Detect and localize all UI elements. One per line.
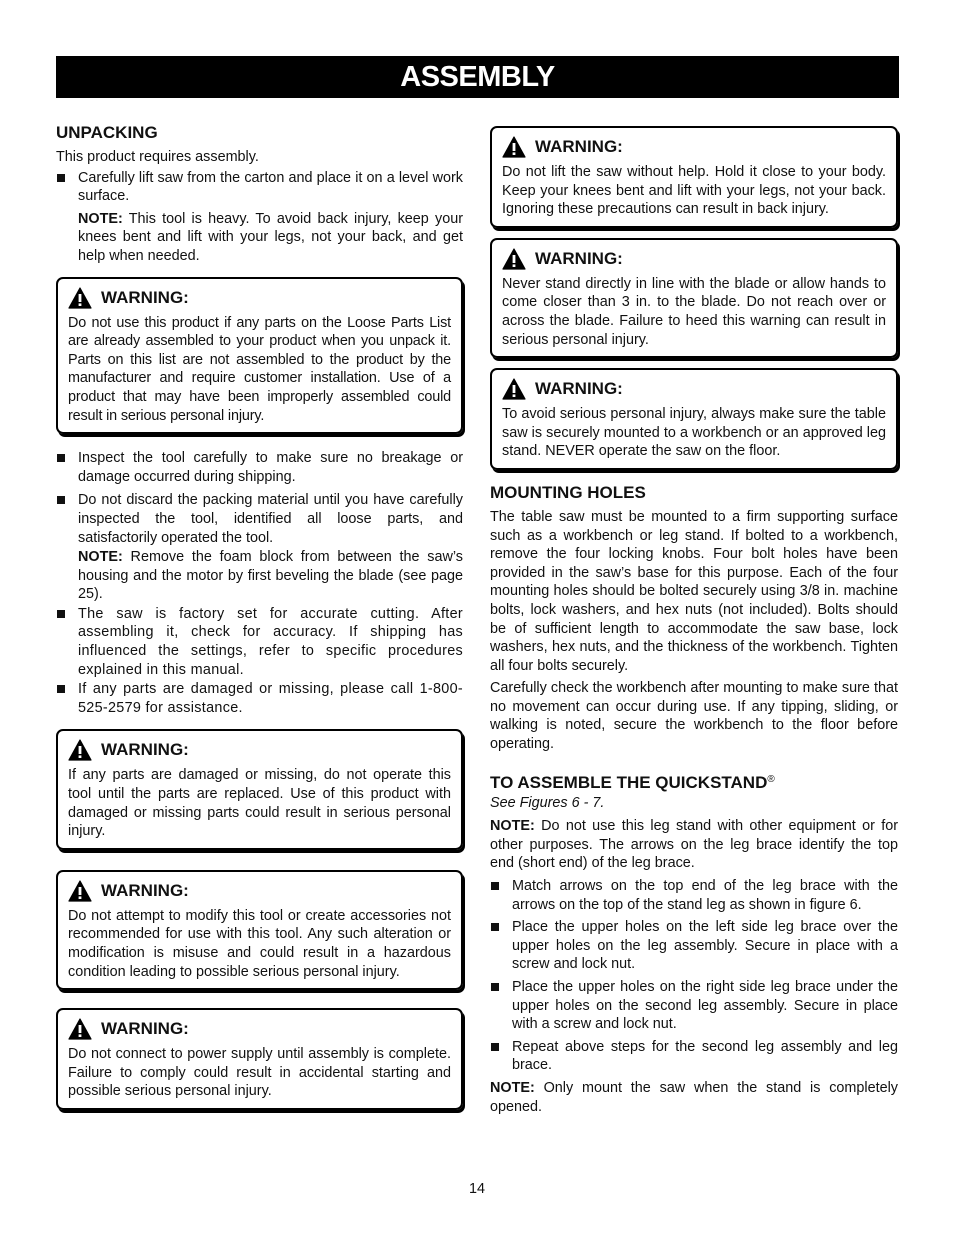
warning-box: [490, 126, 898, 228]
warning-box: [56, 1008, 463, 1110]
list-item: [490, 1038, 898, 1075]
bullet-text: Match arrows on the top end of the leg brace with the arrows on the top of the stand leg as shown in figure 6.: [512, 878, 898, 913]
page-number: 14: [468, 1181, 485, 1197]
note-label: NOTE:: [78, 549, 123, 566]
note-text: Do not use this leg stand with other equipment or for other purposes. The arrows on the leg brace identify the top end (short end) of the leg brace.: [490, 818, 898, 872]
note-paragraph: [56, 210, 463, 266]
bullet-square-icon: [57, 454, 65, 462]
warning-text: To avoid serious personal injury, always make sure the table saw is securely mounted to a workbench or an approved leg stand. NEVER operate the saw on the floor.: [502, 406, 886, 460]
warning-icon: [68, 880, 92, 902]
warning-text: Do not connect to power supply until assembly is complete. Failure to comply could result in accidental starting and possible serious personal injury.: [68, 1046, 451, 1100]
note-text: Remove the foam block from between the saw’s housing and the motor by first beveling the blade (see page 25).: [78, 549, 463, 603]
list-item: [490, 918, 898, 974]
warning-text: Do not lift the saw without help. Hold it close to your body. Keep your knees bent and lift with your legs, not your back. Ignoring these precautions can result in back injury.: [502, 164, 886, 218]
warning-icon: [68, 287, 92, 309]
warning-title: WARNING:: [101, 740, 189, 760]
list-item: [490, 978, 898, 1034]
bullet-square-icon: [491, 1043, 499, 1051]
warning-text: Never stand directly in line with the blade or allow hands to come closer than 3 in. to the blade. Do not reach over or across the blade. Failure to heed this warning can result in serious personal injury.: [502, 275, 886, 348]
note-text: Only mount the saw when the stand is completely opened.: [490, 1079, 898, 1115]
warning-icon: [502, 378, 526, 400]
bullet-square-icon: [57, 685, 65, 693]
warning-icon: [502, 248, 526, 270]
list-item: [56, 449, 463, 486]
unpacking-heading: UNPACKING: [56, 123, 158, 142]
note-label: NOTE:: [490, 1079, 535, 1096]
bullet-text: Place the upper holes on the left side leg brace over the upper holes on the leg assembly. Secure in place with a screw and lock nut.: [512, 919, 898, 973]
warning-title: WARNING:: [535, 137, 623, 156]
note-paragraph: [490, 817, 898, 873]
see-figures-reference: See Figures 6 - 7.: [490, 794, 605, 811]
list-item: [56, 491, 463, 547]
note-text: This tool is heavy. To avoid back injury, keep your knees bent and lift with your legs, not your back, and get help when needed.: [78, 210, 463, 264]
mounting-paragraph-2: Carefully check the workbench after mounting to make sure that no movement can occur during use. If any tipping, sliding, or walking is noted, secure the workbench to the floor before operating.: [490, 680, 898, 753]
warning-title: WARNING:: [535, 248, 623, 268]
note-label: NOTE:: [490, 818, 535, 835]
warning-box: [56, 870, 463, 990]
bullet-square-icon: [491, 923, 499, 931]
warning-icon: [68, 739, 92, 761]
warning-icon: [502, 136, 526, 158]
bullet-text: Place the upper holes on the right side leg brace under the upper holes on the second leg assembly. Secure in place with a screw and lock nut.: [512, 979, 898, 1033]
bullet-text: Inspect the tool carefully to make sure no breakage or damage occurred during shipping.: [78, 450, 463, 485]
left-column: [56, 122, 463, 1110]
warning-box: [56, 729, 463, 849]
bullet-text: Repeat above steps for the second leg assembly and leg brace.: [512, 1038, 898, 1074]
bullet-square-icon: [57, 496, 65, 504]
note-label: NOTE:: [78, 210, 123, 227]
note-paragraph: [490, 1079, 898, 1116]
right-column: [490, 126, 898, 1116]
warning-box: [56, 277, 463, 435]
warning-icon: [68, 1018, 92, 1040]
bullet-square-icon: [57, 174, 65, 182]
bullet-square-icon: [491, 983, 499, 991]
quickstand-heading-text: TO ASSEMBLE THE QUICKSTAND: [490, 772, 768, 792]
bullet-text: If any parts are damaged or missing, please call 1-800-525-2579 for assistance.: [78, 681, 463, 716]
warning-text: Do not attempt to modify this tool or create accessories not recommended for use with this tool. Any such alteration or modification is misuse and could result in a hazardous condition leading to possible serious personal injury.: [68, 907, 451, 980]
bullet-square-icon: [57, 610, 65, 618]
mounting-paragraph-1: The table saw must be mounted to a firm supporting surface such as a workbench or leg stand. If bolted to a workbench, remove the four locking knobs. Four bolt holes have been provided in the saw’s base for this purpose. Each of the four mounting holes should be bolted securely using 3/8 in. machine bolts, lock washers, and hex nuts (not included). Bolts should be of sufficient length to accommodate the saw base, lock washers, hex nuts, and the thickness of the workbench. Tighten all four bolts securely.: [490, 508, 898, 674]
warning-box: [490, 368, 898, 470]
list-item: [56, 680, 463, 717]
unpacking-intro: This product requires assembly.: [56, 149, 259, 165]
page-banner-title: ASSEMBLY: [56, 56, 899, 98]
warning-title: WARNING:: [101, 287, 189, 307]
list-item: [56, 605, 463, 679]
list-item: [56, 169, 463, 206]
warning-text: Do not use this product if any parts on the Loose Parts List are already assembled to your product when you unpack it. Parts on this list are not assembled to the product by the manufacturer and require customer installation. Use of a product that may have been improperly assembled could result in serious personal injury.: [68, 314, 451, 424]
mounting-holes-heading: MOUNTING HOLES: [490, 482, 646, 502]
warning-title: WARNING:: [101, 880, 189, 900]
note-paragraph: [56, 548, 463, 604]
list-item: [490, 877, 898, 914]
warning-text: If any parts are damaged or missing, do not operate this tool until the parts are replaced. Use of this product with damaged or missing parts could result in serious personal injury.: [68, 767, 451, 840]
bullet-text: Do not discard the packing material until you have carefully inspected the tool, identified all loose parts, and satisfactorily operated the tool.: [78, 492, 463, 546]
quickstand-heading: [490, 769, 898, 794]
warning-title: WARNING:: [535, 379, 623, 399]
warning-title: WARNING:: [101, 1019, 189, 1039]
warning-box: [490, 238, 898, 358]
bullet-square-icon: [491, 882, 499, 890]
bullet-text: Carefully lift saw from the carton and place it on a level work surface.: [78, 169, 463, 205]
bullet-text: The saw is factory set for accurate cutting. After assembling it, check for accuracy. If shipping has influenced the settings, refer to specific procedures explained in this manual.: [78, 605, 463, 678]
registered-mark: ®: [767, 773, 775, 785]
